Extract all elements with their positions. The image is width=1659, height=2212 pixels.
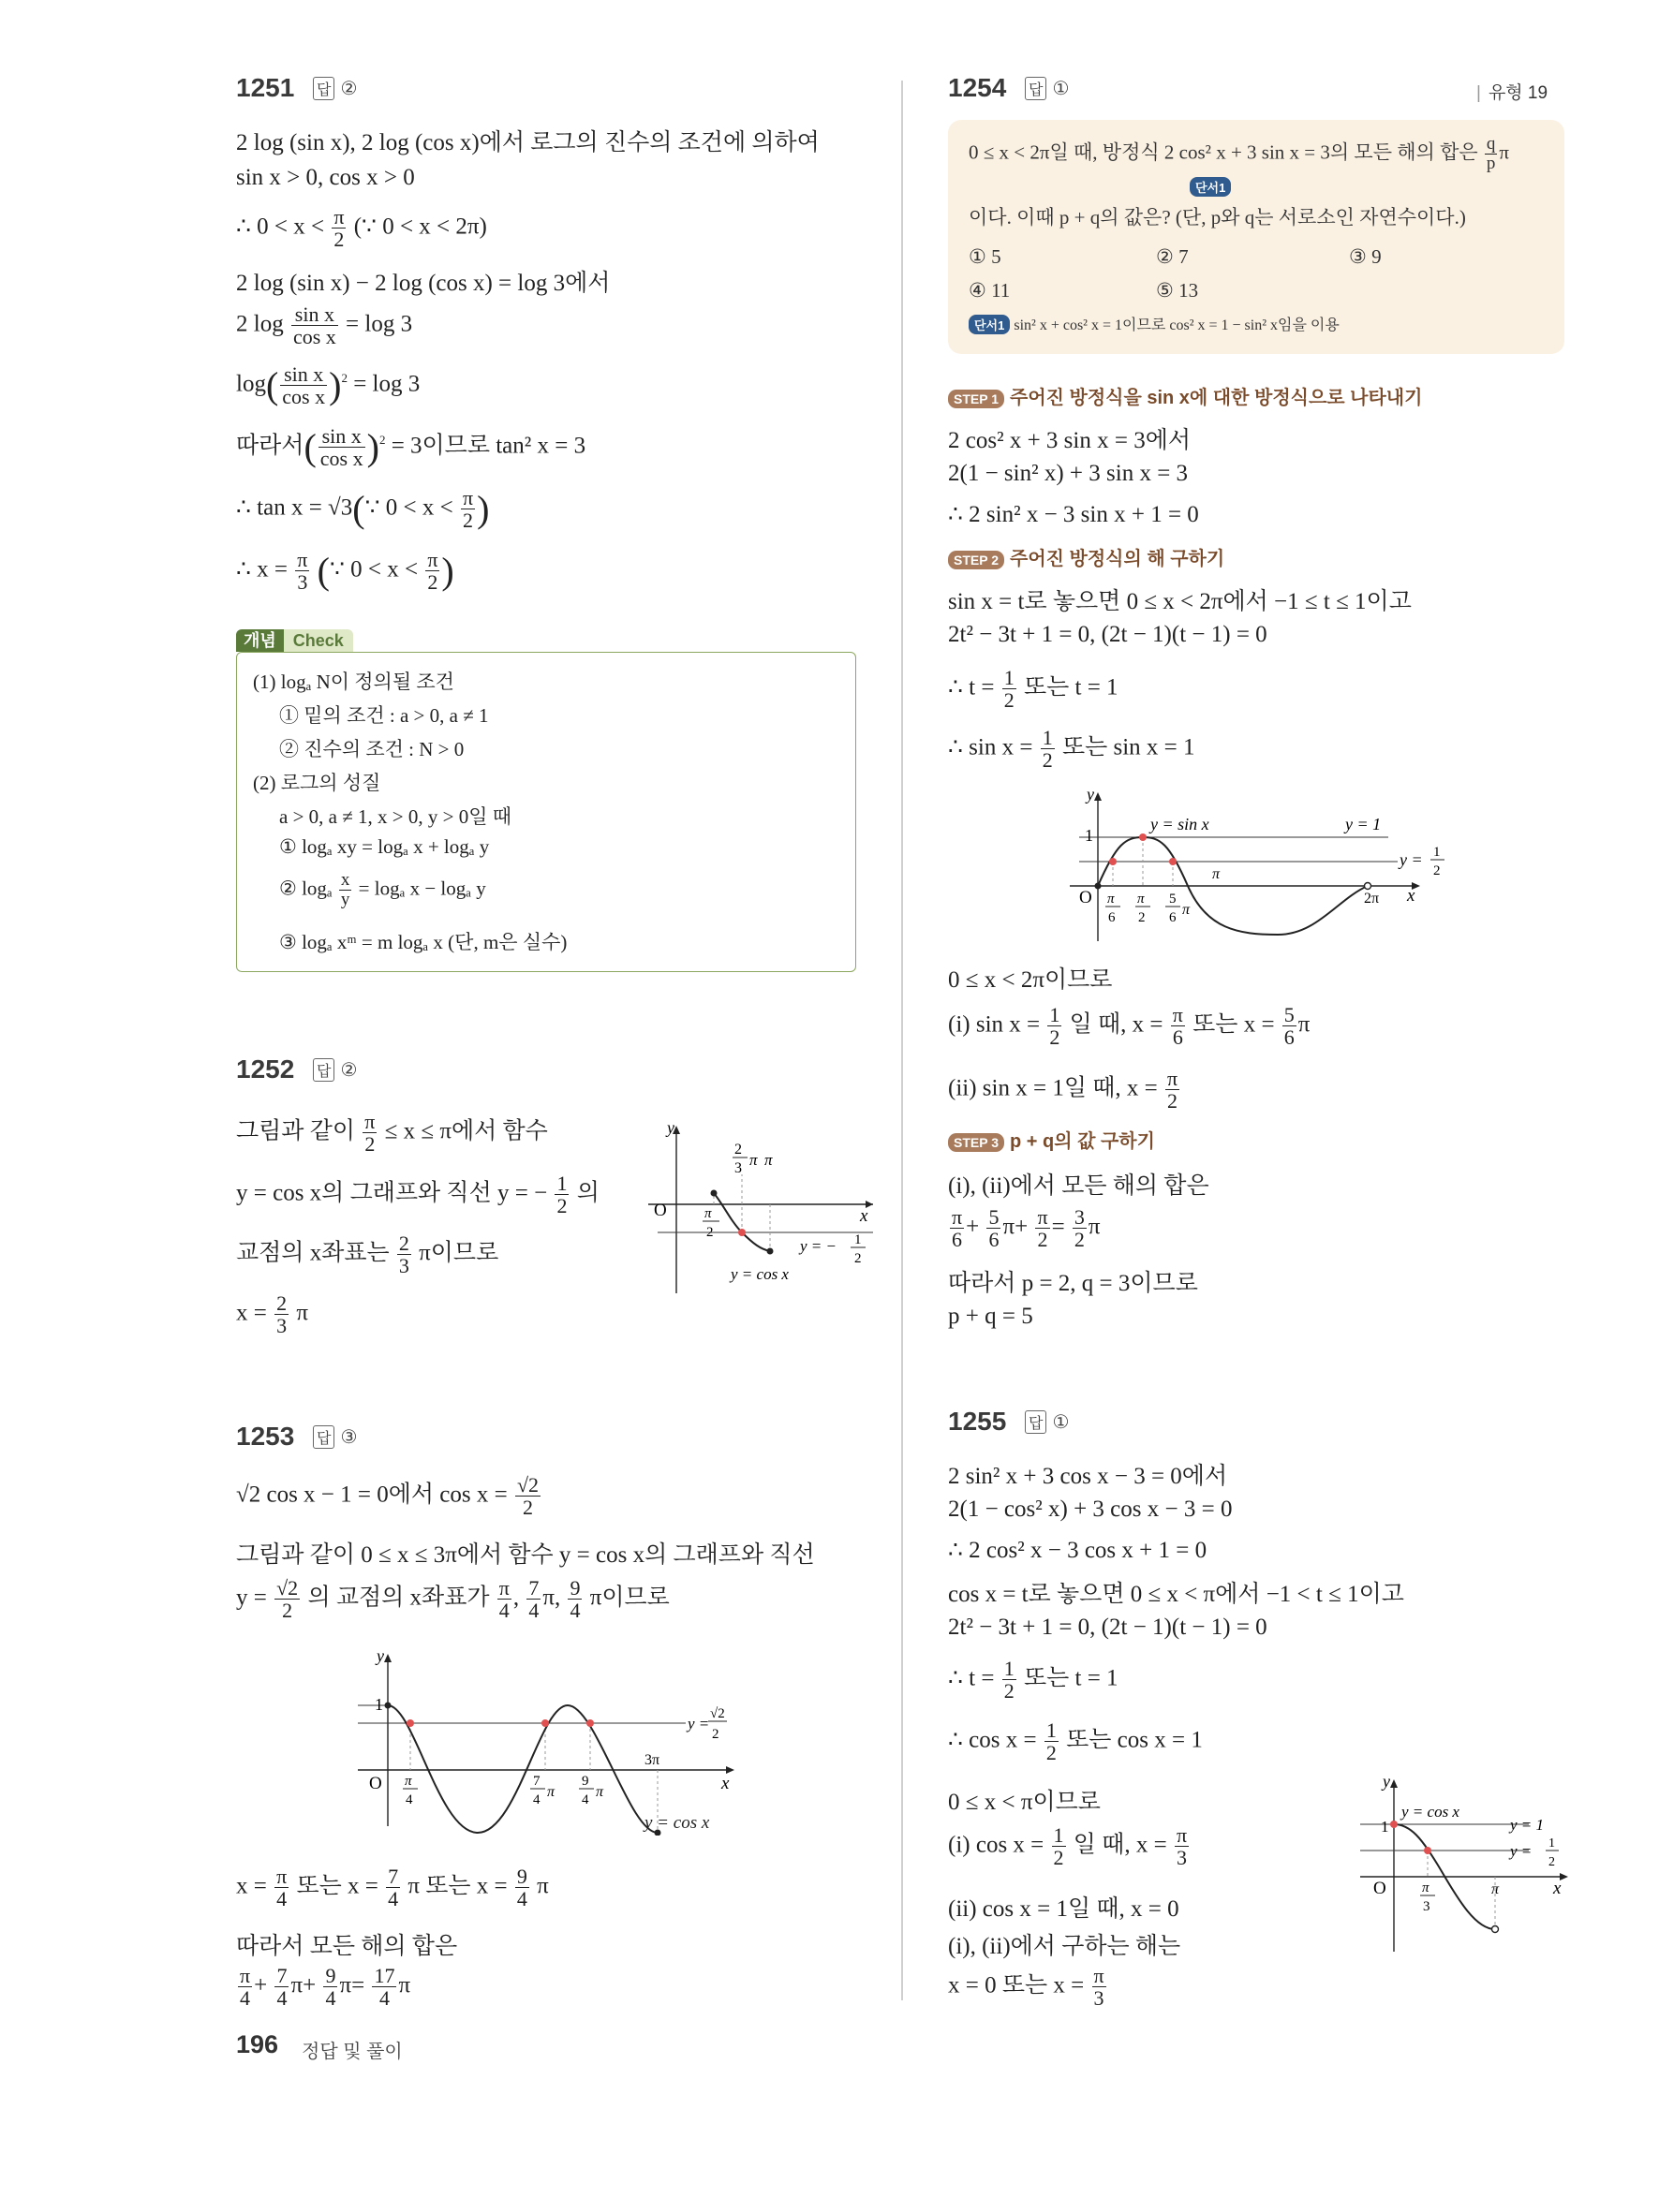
tick-label: π [1107, 892, 1115, 907]
option-4: ④ 11 [969, 279, 1011, 302]
tick-label: π [704, 1206, 712, 1221]
axis-label-y: y [667, 1120, 674, 1137]
answer-mark: 답 ① [1025, 77, 1069, 100]
tick-label: 1 [1381, 1818, 1389, 1836]
line-label-num: √2 [710, 1706, 725, 1721]
step-2: STEP 2 주어진 방정식의 해 구하기 [948, 543, 1224, 570]
line-label-den: 2 [1548, 1855, 1555, 1869]
solution-line: 교점의 x좌표는 $\frac{2}{3}$ π이므로 [236, 1231, 499, 1278]
solution-line: 2 log (sin x) − 2 log (cos x) = log 3에서 [236, 271, 611, 296]
solution-line: ∴ 2 cos² x − 3 cos x + 1 = 0 [948, 1538, 1207, 1563]
solution-line: √2 cos x − 1 = 0에서 cos x = $\frac{√2}{2}$ [236, 1473, 540, 1520]
problem-number: 1251 [236, 73, 295, 102]
solution-line: $\frac{\pi}{6}$ + $\frac{5}{6}$ π+ $\frac{\pi}{2}$ = $\frac{3}{2}$ π [952, 1205, 1101, 1252]
solution-line: (i) cos x = $\frac{1}{2}$ 일 때, x = $\frac{\pi}{3}$ [948, 1823, 1188, 1870]
solution-line: $\frac{\pi}{4}$ + $\frac{7}{4}$ π+ $\frac{9}{4}$ π= $\frac{17}{4}$ π [240, 1964, 411, 2011]
check-line: a > 0, a ≠ 1, x > 0, y > 0일 때 [279, 805, 512, 828]
solution-line: ∴ cos x = $\frac{1}{2}$ 또는 cos x = 1 [948, 1718, 1203, 1765]
axis-label-y: y [377, 1648, 384, 1665]
solution-line: 0 ≤ x < 2π이므로 [948, 967, 1113, 993]
tick-label: π [405, 1774, 412, 1789]
graph-1255 [1351, 1774, 1574, 1961]
tick-label: π [547, 1784, 555, 1800]
graph-1253 [348, 1648, 742, 1836]
solution-line: log( $\frac{\text{sin x}}{\text{cos x}}$ )$^2$ = log 3 [236, 362, 421, 409]
check-line: ② logₐ $\frac{x}{y}$ = logₐ x − logₐ y [279, 870, 486, 909]
tick-label: π [1422, 1880, 1429, 1895]
check-line: (1) logₐ N이 정의될 조건 [253, 671, 454, 693]
solution-line: 2 log (sin x), 2 log (cos x)에서 로그의 진수의 조건에 의하여 [236, 130, 820, 155]
solution-line: 2 sin² x + 3 cos x − 3 = 0에서 [948, 1464, 1228, 1489]
solution-line: 2(1 − sin² x) + 3 sin x = 3 [948, 461, 1189, 486]
origin-label: O [654, 1201, 667, 1220]
solution-line: ∴ tan x = √3(∵ 0 < x < $\frac{\pi}{2}$ ) [236, 486, 490, 533]
tick-label: π [749, 1151, 758, 1169]
solution-line: (i), (ii)에서 구하는 해는 [948, 1934, 1181, 1959]
axis-label-y: y [1087, 787, 1094, 804]
type-label: | 유형 19 [1476, 83, 1548, 103]
answer-mark: 답 ② [313, 1058, 357, 1082]
column-divider [901, 81, 903, 2000]
line-label: y = [1510, 1842, 1533, 1860]
step-3: STEP 3 p + q의 값 구하기 [948, 1126, 1155, 1153]
option-5: ⑤ 13 [1156, 279, 1199, 302]
origin-label: O [369, 1774, 382, 1793]
tick-label: π [1491, 1881, 1500, 1897]
axis-label-x: x [860, 1206, 868, 1226]
curve-label: y = sin x [1150, 815, 1209, 833]
problem-number: 1252 [236, 1054, 295, 1084]
line-label-num: 1 [1548, 1836, 1555, 1851]
solution-line: x = $\frac{\pi}{4}$ 또는 x = $\frac{7}{4}$ π 또는 x = $\frac{9}{4}$ π [236, 1865, 549, 1911]
tick-label: 5 [1169, 892, 1177, 907]
tick-label: 2 [706, 1225, 714, 1240]
tick-label: 2π [1364, 891, 1380, 907]
tick-label: 6 [1108, 910, 1116, 925]
solution-line: ∴ t = $\frac{1}{2}$ 또는 t = 1 [948, 666, 1118, 713]
solution-line: 그림과 같이 $\frac{\pi}{2}$ ≤ x ≤ π에서 함수 [236, 1110, 548, 1157]
solution-line: 2t² − 3t + 1 = 0, (2t − 1)(t − 1) = 0 [948, 622, 1267, 647]
solution-line: 2 log $\frac{\text{sin x}}{\text{cos x}}$ = log 3 [236, 302, 413, 349]
solution-line: (i) sin x = $\frac{1}{2}$ 일 때, x = $\frac{\pi}{6}$ 또는 x = $\frac{5}{6}$ π [948, 1003, 1311, 1050]
solution-line: 2t² − 3t + 1 = 0, (2t − 1)(t − 1) = 0 [948, 1615, 1267, 1640]
tick-label: 1 [375, 1695, 383, 1714]
tick-label: 6 [1169, 910, 1177, 925]
solution-line: sin x > 0, cos x > 0 [236, 165, 415, 190]
tick-label: 1 [1085, 826, 1093, 845]
curve-label: y = cos x [731, 1265, 789, 1283]
solution-line: ∴ x = $\frac{\pi}{3}$ (∵ 0 < x < $\frac{\pi}{2}$ ) [236, 548, 454, 595]
tick-label: π [764, 1151, 773, 1169]
problem-number: 1254 [948, 73, 1007, 102]
axis-label-x: x [1553, 1879, 1562, 1898]
solution-line: x = $\frac{2}{3}$ π [236, 1291, 308, 1338]
solution-line: ∴ 0 < x < $\frac{\pi}{2}$ (∵ 0 < x < 2π) [236, 205, 487, 252]
axis-label-x: x [721, 1774, 730, 1793]
solution-line: sin x = t로 놓으면 0 ≤ x < 2π에서 −1 ≤ t ≤ 1이고 [948, 589, 1412, 614]
solution-line: 0 ≤ x < π이므로 [948, 1790, 1101, 1815]
check-line: ① logₐ xy = logₐ x + logₐ y [279, 835, 490, 858]
tick-label: 3π [644, 1752, 660, 1768]
origin-label: O [1373, 1879, 1386, 1898]
clue-tag: 단서1 [1190, 174, 1231, 198]
line-label: y = 1 [1510, 1816, 1545, 1834]
check-line: ① 밑의 조건 : a > 0, a ≠ 1 [279, 704, 489, 727]
line-label-den: 2 [712, 1727, 719, 1742]
tick-label: 3 [1423, 1899, 1430, 1914]
solution-line: 따라서( $\frac{\text{sin x}}{\text{cos x}}$ )$^2$ = 3이므로 tan² x = 3 [236, 424, 586, 471]
problem-number: 1255 [948, 1407, 1007, 1436]
step-1: STEP 1 주어진 방정식을 sin x에 대한 방정식으로 나타내기 [948, 382, 1422, 409]
solution-line: (ii) cos x = 1일 때, x = 0 [948, 1896, 1179, 1922]
option-1: ① 5 [969, 245, 1001, 268]
option-3: ③ 9 [1349, 245, 1382, 268]
answer-mark: 답 ② [313, 77, 357, 100]
solution-line: (ii) sin x = 1일 때, x = $\frac{\pi}{2}$ [948, 1067, 1178, 1113]
problem-line: 0 ≤ x < 2π일 때, 방정식 2 cos² x + 3 sin x = 3의 모든 해의 합은 $\frac{q}{p}$ π [969, 134, 1509, 173]
solution-line: 2(1 − cos² x) + 3 cos x − 3 = 0 [948, 1497, 1233, 1522]
solution-line: x = 0 또는 x = $\frac{\pi}{3}$ [948, 1964, 1104, 2011]
graph-1252 [630, 1120, 882, 1298]
check-line: (2) 로그의 성질 [253, 772, 381, 794]
line-label: y = 1 [1345, 815, 1382, 833]
tick-label: 4 [533, 1792, 541, 1807]
solution-line: y = $\frac{√2}{2}$ 의 교점의 x좌표가 $\frac{\pi}{4}$ , $\frac{7}{4}$ π, $\frac{9}{4}$ π이므로 [236, 1576, 670, 1623]
graph-1254 [1051, 787, 1463, 946]
line-label: y = [1400, 850, 1423, 869]
problem-line: 이다. 이때 p + q의 값은? (단, p와 q는 서로소인 자연수이다.) [969, 206, 1466, 229]
section-label: 정답 및 풀이 [302, 2042, 403, 2062]
tick-label: 4 [582, 1792, 589, 1807]
solution-line: 그림과 같이 0 ≤ x ≤ 3π에서 함수 y = cos x의 그래프와 직선 [236, 1542, 815, 1568]
curve-label: y = cos x [1401, 1803, 1459, 1821]
line-label: y = − [800, 1237, 837, 1255]
tick-label: 2 [734, 1142, 742, 1158]
solution-line: 2 cos² x + 3 sin x = 3에서 [948, 428, 1191, 453]
line-label-num: 1 [854, 1232, 862, 1247]
solution-line: (i), (ii)에서 모든 해의 합은 [948, 1173, 1209, 1199]
curve-label: y = cos x [644, 1813, 710, 1833]
solution-line: cos x = t로 놓으면 0 ≤ x < π에서 −1 < t ≤ 1이고 [948, 1582, 1404, 1607]
problem-number: 1253 [236, 1422, 295, 1451]
solution-line: 따라서 모든 해의 합은 [236, 1934, 458, 1959]
hint-line: 단서1 sin² x + cos² x = 1이므로 cos² x = 1 − sin² x임을 이용 [969, 313, 1340, 334]
solution-line: ∴ sin x = $\frac{1}{2}$ 또는 sin x = 1 [948, 726, 1195, 773]
axis-label-y: y [1383, 1774, 1390, 1791]
tick-label: 2 [1138, 910, 1146, 925]
solution-line: ∴ 2 sin² x − 3 sin x + 1 = 0 [948, 502, 1199, 527]
solution-line: p + q = 5 [948, 1304, 1033, 1329]
solution-line: 따라서 p = 2, q = 3이므로 [948, 1271, 1198, 1296]
check-line: ③ logₐ xᵐ = m logₐ x (단, m은 실수) [279, 931, 568, 953]
check-line: ② 진수의 조건 : N > 0 [279, 738, 465, 760]
tick-label: 9 [582, 1774, 589, 1789]
tick-label: π [596, 1784, 604, 1800]
tick-label: π [1212, 866, 1221, 882]
tick-label: π [1182, 902, 1191, 918]
line-label-num: 1 [1433, 845, 1441, 860]
answer-mark: 답 ① [1025, 1410, 1069, 1434]
line-label: y = [688, 1715, 710, 1733]
line-label-den: 2 [854, 1251, 862, 1266]
line-label-den: 2 [1433, 863, 1441, 878]
solution-line: y = cos x의 그래프와 직선 y = − $\frac{1}{2}$ 의 [236, 1172, 600, 1218]
tick-label: 4 [406, 1792, 413, 1807]
page-number: 196 [236, 2030, 279, 2058]
tick-label: 3 [734, 1160, 742, 1176]
option-2: ② 7 [1156, 245, 1189, 268]
tick-label: 7 [533, 1774, 541, 1789]
origin-label: O [1079, 888, 1092, 907]
tick-label: π [1137, 892, 1145, 907]
solution-line: ∴ t = $\frac{1}{2}$ 또는 t = 1 [948, 1657, 1118, 1703]
answer-mark: 답 ③ [313, 1425, 357, 1449]
axis-label-x: x [1407, 886, 1415, 906]
concept-check-tab: 개념 Check [236, 627, 353, 652]
